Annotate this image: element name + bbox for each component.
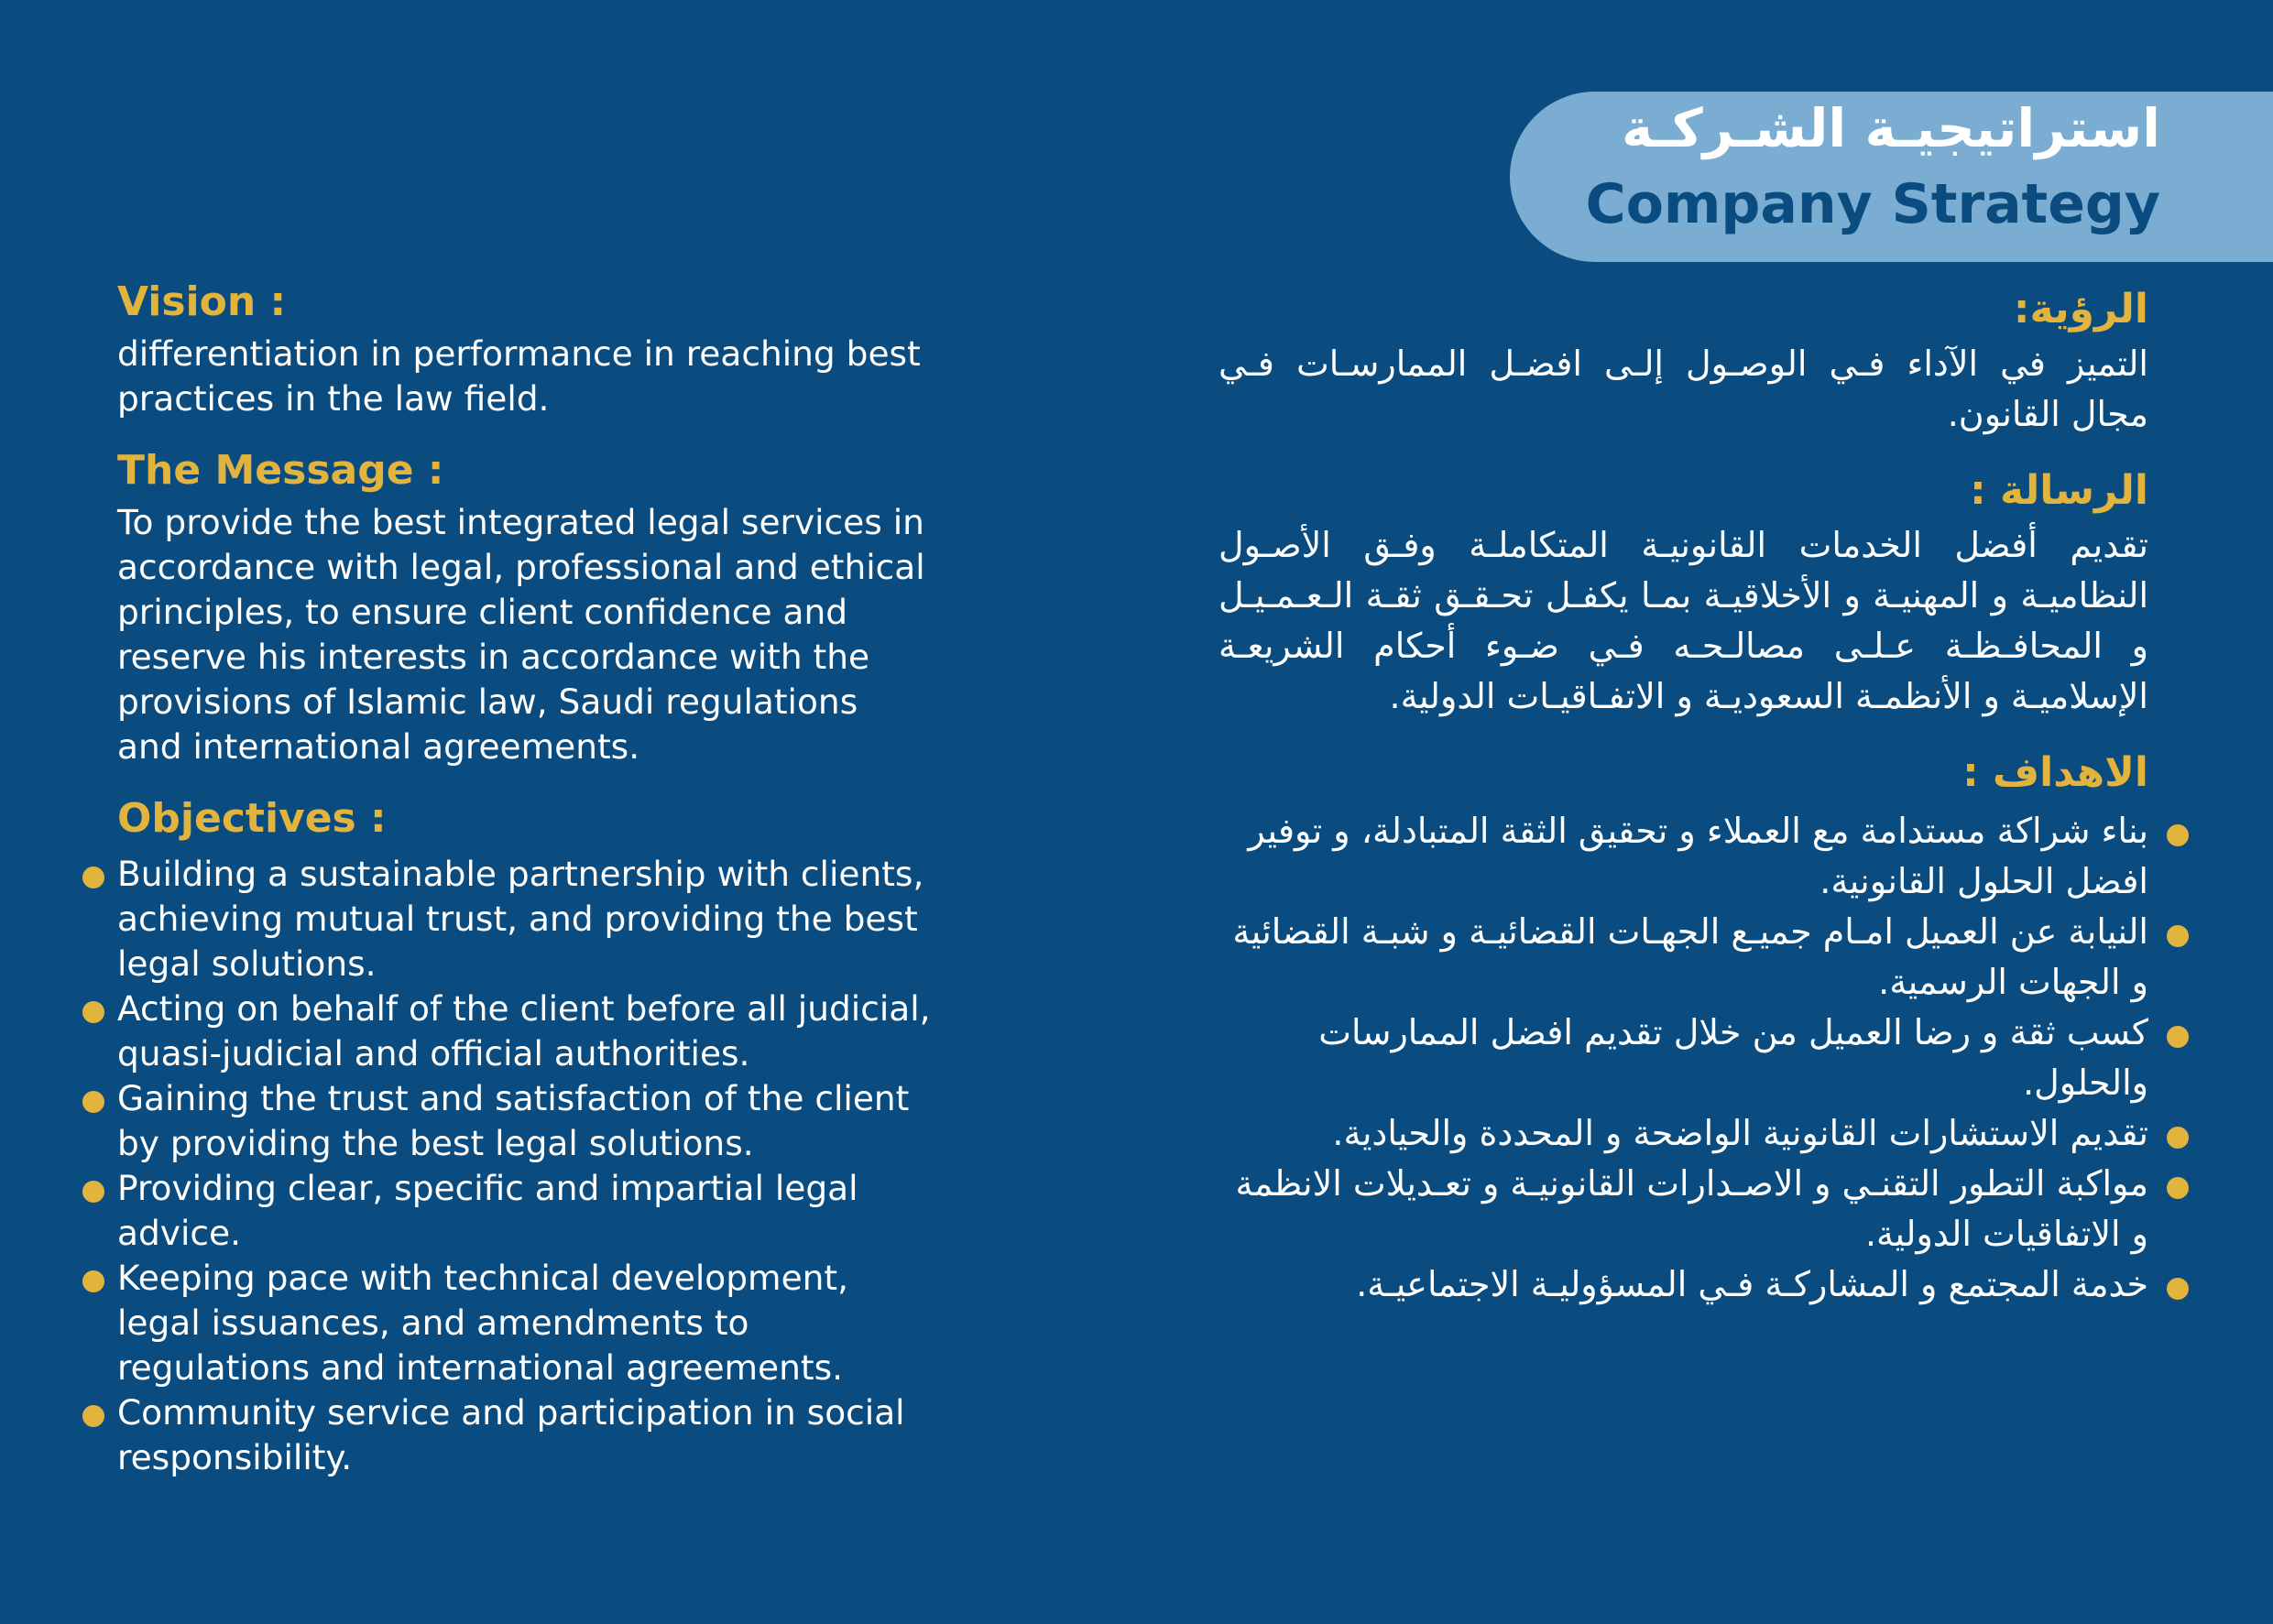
header-title-english: Company Strategy <box>1585 172 2160 236</box>
arabic-column <box>1218 282 2148 1334</box>
message-text-ar: تقديم أفضل الخدمات القانونيـة المتكاملـة وفـق الأصـول النظاميـة و المهنيـة و الأخلاقيـة بمـا يكفـل تحـقـق ثقـة الـعـمـيـل و المحافـظـة عـلـى مصالـحـه فـي ضـوء أحكام الشريعـة الإسلاميـة و الأنظمـة السعوديـة و الاتفـاقيـات الدولية. <box>1218 525 2148 716</box>
objective-text-en: Acting on behalf of the client before all judicial, quasi-judicial and official authorities. <box>117 988 931 1074</box>
objectives-section-en <box>117 791 931 1480</box>
bullet-icon <box>82 866 104 888</box>
objectives-heading-ar: الاهداف : <box>1962 749 2148 796</box>
objective-text-en: Providing clear, specific and impartial legal advice. <box>117 1168 858 1253</box>
bullet-icon <box>82 1405 104 1427</box>
bullet-icon <box>2167 1026 2189 1048</box>
objective-item-ar <box>1218 1259 2148 1310</box>
objectives-heading-en: Objectives : <box>117 795 387 842</box>
bullet-icon <box>82 1181 104 1203</box>
objectives-list-ar <box>1218 806 2148 1310</box>
vision-section-ar <box>1218 282 2148 440</box>
objective-item-ar <box>1218 1108 2148 1159</box>
objective-text-en: Building a sustainable partnership with clients, achieving mutual trust, and providing the best legal solutions. <box>117 854 924 984</box>
objective-item-ar <box>1218 1159 2148 1259</box>
header-banner <box>1510 92 2273 262</box>
vision-heading-ar: الرؤية: <box>2013 286 2148 332</box>
bullet-icon <box>82 1091 104 1113</box>
bullet-icon <box>2167 1127 2189 1149</box>
vision-section-en <box>117 275 931 421</box>
objectives-section-ar <box>1218 746 2148 1310</box>
english-column <box>117 275 931 1502</box>
objective-item-en <box>117 1390 931 1480</box>
bullet-icon <box>2167 824 2189 846</box>
objective-text-ar: بناء شراكة مستدامة مع العملاء و تحقيق الثقة المتبادلة، و توفير افضل الحلول القانونية. <box>1248 811 2148 901</box>
objective-item-en <box>117 1166 931 1256</box>
message-section-ar <box>1218 463 2148 722</box>
objective-text-ar: مواكبة التطور التقنـي و الاصـدارات القانونيـة و تعـديلات الانظمة و الاتفاقيات الدولية. <box>1235 1163 2148 1254</box>
objective-item-ar <box>1218 907 2148 1008</box>
objective-item-en <box>117 1256 931 1390</box>
objective-item-ar <box>1218 1008 2148 1108</box>
objective-text-en: Gaining the trust and satisfaction of the client by providing the best legal solutions. <box>117 1078 910 1163</box>
bullet-icon <box>2167 1278 2189 1300</box>
message-text-en: To provide the best integrated legal services in accordance with legal, professional and ethical principles, to ensure client confidence and reserve his interests in accordance with the provisions of Islamic law, Saudi regulations and international agreements. <box>117 502 925 767</box>
message-heading-ar: الرسالة : <box>1970 467 2148 514</box>
objective-text-ar: كسب ثقة و رضا العميل من خلال تقديم افضل الممارسات والحلول. <box>1318 1012 2148 1103</box>
objective-item-en <box>117 986 931 1076</box>
objective-item-en <box>117 1076 931 1166</box>
objective-text-en: Keeping pace with technical development, legal issuances, and amendments to regulations and international agreements. <box>117 1258 849 1388</box>
objective-text-ar: خدمة المجتمع و المشاركـة فـي المسؤوليـة الاجتماعيـة. <box>1356 1264 2148 1304</box>
bullet-icon <box>2167 925 2189 947</box>
objectives-list-en <box>117 852 931 1480</box>
objective-item-en <box>117 852 931 986</box>
header-title-arabic: استراتيجيـة الشـركـة <box>1622 97 2160 159</box>
vision-text-ar: التميز في الآداء فـي الوصـول إلـى افضـل الممارسـات فـي مجال القانون. <box>1218 343 2148 434</box>
objective-item-ar <box>1218 806 2148 907</box>
objective-text-ar: تقديم الاستشارات القانونية الواضحة و المحددة والحيادية. <box>1332 1113 2148 1153</box>
bullet-icon <box>82 1270 104 1292</box>
objective-text-ar: النيابة عن العميل امـام جميـع الجهـات القضائيـة و شبـة القضائية و الجهات الرسمية. <box>1232 911 2148 1002</box>
message-section-en <box>117 443 931 769</box>
vision-heading-en: Vision : <box>117 278 287 325</box>
vision-text-en: differentiation in performance in reaching best practices in the law field. <box>117 333 921 419</box>
objective-text-en: Community service and participation in social responsibility. <box>117 1392 905 1477</box>
message-heading-en: The Message : <box>117 447 444 494</box>
bullet-icon <box>2167 1177 2189 1199</box>
bullet-icon <box>82 1001 104 1023</box>
